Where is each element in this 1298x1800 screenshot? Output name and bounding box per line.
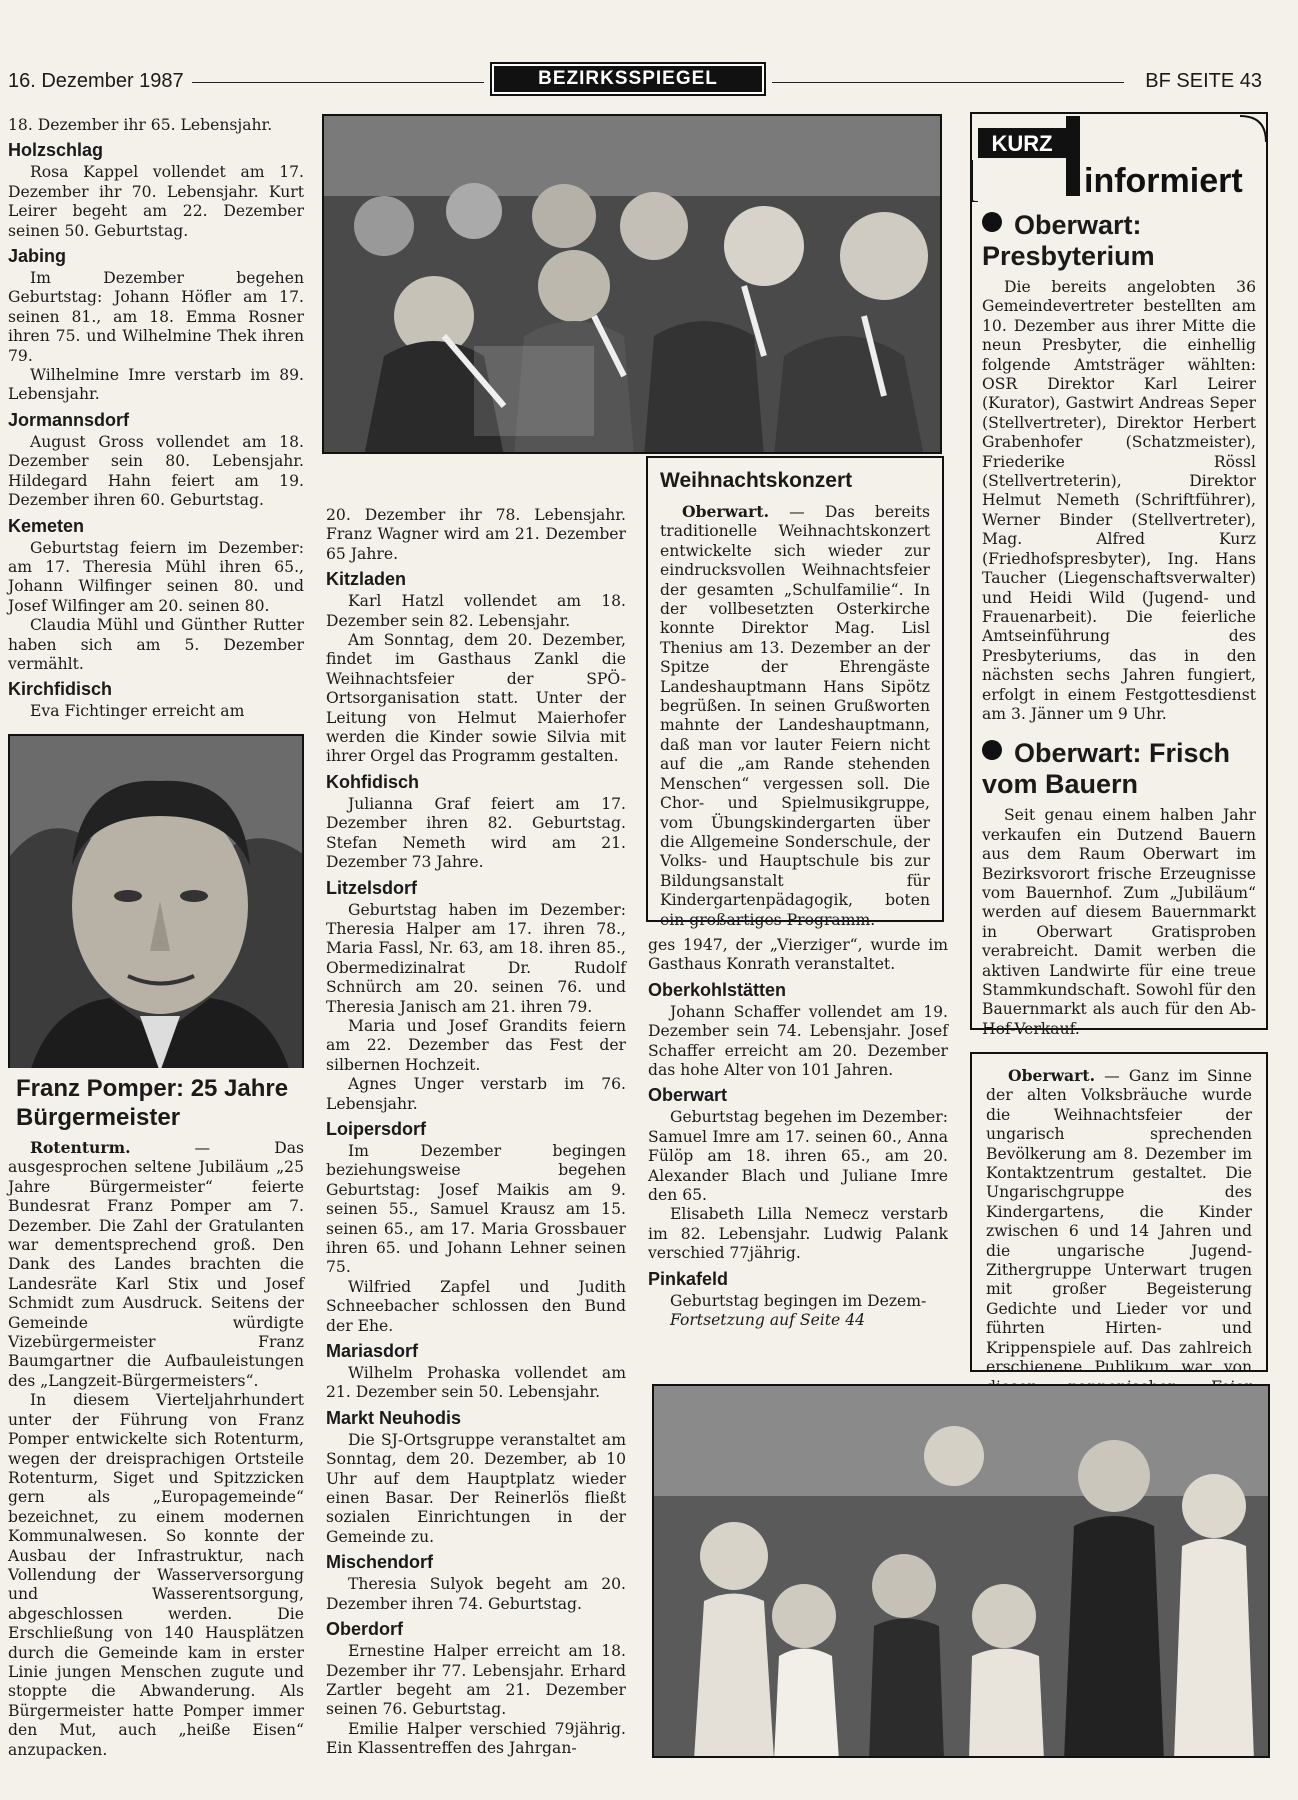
kurz-a2-headline: Oberwart: Frisch vom Bauern bbox=[982, 738, 1231, 800]
weihnachtskonzert-text: — Das bereits traditionelle Weihnachtskonzert entwickelte sich wieder zur eindrucksvollen Weihnachtsfeier der gesamten „Schulfamilie“. In der vollbesetzten Osterkirche konnte Direktor Mag. Lisl Thenius am 13. Dezember an der Spitze der Ehrengäste Landeshauptmann Hans Sipötz begrüßen. In seinen Grußworten mahnte der Landeshauptmann, daß man vor lauter Feiern nicht auf die „am Rande stehenden Menschen“ vergessen soll. Die Chor- und Spielmusikgruppe, vom Übungskindergarten über die Allgemeine Sonderschule, der Volks- und Hauptschule bis zur Bildungsanstalt für Kindergartenpädagogik, boten ein großartiges Programm. bbox=[660, 503, 930, 929]
heading-loipersdorf: Loipersdorf bbox=[326, 1118, 427, 1139]
text-litzelsdorf-3: Agnes Unger verstarb im 76. Lebensjahr. bbox=[326, 1075, 626, 1113]
text-litzelsdorf-2: Maria und Josef Grandits feiern am 22. Dezember das Fest der silbernen Hochzeit. bbox=[326, 1016, 626, 1074]
text-mariasdorf: Wilhelm Prohaska vollendet am 21. Dezember sein 50. Lebensjahr. bbox=[326, 1364, 626, 1402]
kurz-a1-headline: Oberwart: Presbyterium bbox=[982, 210, 1155, 271]
pomper-article bbox=[8, 1070, 304, 1760]
text-kirchfidisch: Eva Fichtinger erreicht am bbox=[30, 702, 245, 721]
issue-date: 16. Dezember 1987 bbox=[8, 70, 184, 92]
pomper-dateline: Rotenturm. bbox=[30, 1138, 131, 1157]
text-oberkohlstaetten: Johann Schaffer vollendet am 19. Dezember sein 74. Lebensjahr. Josef Schaffer erreicht am 20. Dezember das hohe Alter von 101 Jahren. bbox=[648, 1002, 948, 1080]
heading-oberdorf: Oberdorf bbox=[326, 1619, 404, 1640]
text-holzschlag: Rosa Kappel vollendet am 17. Dezember ihr 70. Lebensjahr. Kurt Leirer begeht am 22. Dezember seinen 50. Geburtstag. bbox=[8, 163, 304, 240]
weihnachtskonzert-body bbox=[660, 502, 930, 930]
text-kitzladen-2: Am Sonntag, dem 20. Dezember, findet im Gasthaus Zankl die Weihnachtsfeier der SPÖ-Ortsorganisation statt. Unter der Leitung von Helmut Maierhofer werden die Kinder sowie Silvia mit ihrer Orgel das Programm gestalten. bbox=[326, 631, 626, 766]
section-title: BEZIRKSSPIEGEL bbox=[494, 66, 762, 92]
heading-mariasdorf: Mariasdorf bbox=[326, 1341, 419, 1362]
weihnachtskonzert-dateline: Oberwart. bbox=[682, 502, 769, 521]
col3-intro: ges 1947, der „Vierziger“, wurde im Gasthaus Konrath veranstaltet. bbox=[648, 936, 948, 974]
photo-recorder-children bbox=[322, 114, 942, 454]
pomper-text-1: — Das ausgesprochen seltene Jubiläum „25 Jahre Bürgermeister“ feierte Bundesrat Franz Pomper am 7. Dezember. Die Zahl der Gratulanten war dementsprechend groß. Den Dank des Landes brachten die Landesräte Karl Stix und Josef Schmidt zum Ausdruck. Seitens der Gemeinde würdigte Vizebürgermeister Franz Baumgartner die Aufbauleistungen des „Langzeit-Bürgermeisters“. bbox=[8, 1139, 304, 1390]
heading-oberkohlstaetten: Oberkohlstätten bbox=[648, 979, 787, 1000]
portrait-illustration bbox=[10, 736, 304, 1070]
kurz-informiert-logo bbox=[970, 112, 1270, 202]
text-jormannsdorf: August Gross vollendet am 18. Dezember sein 80. Lebensjahr. Hildegard Hahn feiert am 19. Dezember ihren 60. Geburtstag. bbox=[8, 432, 304, 510]
heading-oberwart: Oberwart bbox=[648, 1085, 728, 1106]
page-number: BF SEITE 43 bbox=[1145, 70, 1262, 92]
kurz-logo-top: KURZ bbox=[991, 131, 1053, 156]
header-rule-left bbox=[192, 82, 484, 83]
bullet-icon bbox=[982, 212, 1002, 232]
text-kitzladen-1: Karl Hatzl vollendet am 18. Dezember sein 82. Lebensjahr. bbox=[326, 592, 626, 630]
pomper-text-2: In diesem Vierteljahrhundert unter der Führung von Franz Pomper entwickelte sich Rotenturm, wegen der dreisprachigen Ortsteile Rotenturm, Siget und Spitzzicken gern als „Europagemeinde“ bezeichnet, zu einem modernen Kommunalwesen. So konnte der Ausbau der Infrastruktur, nach Vollendung der Wasserversorgung und Wasserentsorgung, abgeschlossen werden. Die Erschließung von 140 Hausplätzen durch die Gemeinde kam in erster Linie jungen Menschen zugute und stoppte die Abwanderung. Als Bürgermeister hatte Pomper immer den Mut, auch „heiße Eisen“ anzupacken. bbox=[8, 1391, 304, 1759]
text-loipersdorf-1: Im Dezember begingen beziehungsweise begehen Geburtstag: Josef Maikis am 9. seinen 55., Samuel Krausz am 15. seinen 65., am 17. Maria Grossbauer ihren 65. und Johann Lehner seinen 75. bbox=[326, 1141, 626, 1277]
text-oberdorf-1: Ernestine Halper erreicht am 18. Dezember ihr 77. Lebensjahr. Erhard Zartler begeht am 21. Dezember seinen 76. Geburtstag. bbox=[326, 1642, 626, 1719]
recorder-photo-illustration bbox=[324, 116, 942, 454]
kurz-logo-bottom: informiert bbox=[1084, 162, 1243, 200]
header-rule-right bbox=[772, 82, 1124, 83]
text-litzelsdorf-1: Geburtstag haben im Dezember: Theresia Halper am 17. ihren 78., Maria Fassl, Nr. 63, am 18. ihren 85., Obermedizinalrat Dr. Rudolf Schnürch am 20. seinen 76. und Theresia Janisch am 21. ihren 79. bbox=[326, 900, 626, 1016]
text-mischendorf: Theresia Sulyok begeht am 20. Dezember ihren 74. Geburtstag. bbox=[326, 1575, 626, 1613]
text-kemeten-1: Geburtstag feiern im Dezember: am 17. Theresia Mühl ihren 65., Johann Wilfinger seinen 80. und Josef Wilfinger am 20. seinen 80. bbox=[8, 538, 304, 615]
photo-franz-pomper bbox=[8, 734, 304, 1070]
kurz-informiert-box bbox=[970, 112, 1268, 1038]
column-2 bbox=[326, 506, 626, 1759]
heading-mischendorf: Mischendorf bbox=[326, 1552, 434, 1573]
column-3 bbox=[648, 936, 948, 1331]
section-title-box bbox=[490, 62, 766, 96]
kurz-a1-text: Die bereits angelobten 36 Gemeindevertreter bestellten am 10. Dezember aus ihrer Mitte die neun Presbyter, die einhellig folgende Amtsträger wählten: OSR Direktor Karl Leirer (Kurator), Gastwirt Andreas Seper (Stellvertreter), Direktor Herbert Grabenhofer (Schatzmeister), Friederike Rössl (Stellvertreterin), Direktor Helmut Nemeth (Schriftführer), Werner Binder (Stellvertreter), Mag. Alfred Kurz (Friedhofspresbyter), Ing. Hans Taucher (Liegenschaftsverwalter) und Heidi Wild (Jugend- und Frauenarbeit). Die feierliche Amtseinführung des Presbyteriums, das in den nächsten sechs Jahren fungiert, erfolgt in einem Festgottesdienst am 3. Jänner um 9 Uhr. bbox=[982, 278, 1256, 723]
weihnachtskonzert-box bbox=[646, 456, 944, 929]
oberwart-box-text: — Ganz im Sinne der alten Volksbräuche wurde die Weihnachtsfeier der ungarisch sprechenden Bevölkerung am 8. Dezember im Kontaktzentrum gestaltet. Die Ungarischgruppe des Kindergartens, die Kinder zwischen 6 und 14 Jahren und die ungarische Jugend-Zithergruppe Unterwart trugen mit großer Begeisterung Gedichte und Lieder vor und führten Hirten- und Krippenspiele auf. Das zahlreich erschienene Publikum war von bbox=[986, 1067, 1252, 1377]
weihnachtskonzert-headline: Weihnachtskonzert bbox=[660, 469, 853, 492]
kurz-articles bbox=[982, 202, 1256, 1039]
text-kohfidisch: Julianna Graf feiert am 17. Dezember ihren 82. Geburtstag. Stefan Nemeth wird am 21. Dezember 73 Jahre. bbox=[326, 794, 626, 872]
heading-litzelsdorf: Litzelsdorf bbox=[326, 877, 418, 898]
kurz-a2-text: Seit genau einem halben Jahr verkaufen ein Dutzend Bauern aus dem Raum Oberwart im Bezirksvorort frische Erzeugnisse vom Bauernhof. Zum „Jubiläum“ werden auf diesem Bauernmarkt in Oberwart Gratisproben verabreicht. Damit werben die aktiven Landwirte für eine treue Stammkundschaft. Sowohl für den Bauernmarkt als auch für den Ab-Hof-Verkauf. bbox=[982, 806, 1256, 1038]
oberwart-box bbox=[970, 1052, 1268, 1377]
heading-markt-neuhodis: Markt Neuhodis bbox=[326, 1407, 462, 1428]
oberwart-box-body bbox=[986, 1066, 1252, 1416]
heading-pinkafeld: Pinkafeld bbox=[648, 1268, 729, 1289]
col2-intro: 20. Dezember ihr 78. Lebensjahr. Franz Wagner wird am 21. Dezember 65 Jahre. bbox=[326, 506, 626, 563]
heading-kitzladen: Kitzladen bbox=[326, 569, 407, 590]
photo-singing-children bbox=[652, 1384, 1270, 1758]
text-oberwart-2: Elisabeth Lilla Nemecz verstarb im 82. Lebensjahr. Ludwig Palank verschied 77jährig. bbox=[648, 1205, 948, 1263]
singing-photo-illustration bbox=[654, 1386, 1270, 1758]
text-jabing-1: Im Dezember begehen Geburtstag: Johann Höfler am 17. seinen 81., am 18. Emma Rosner ihren 75. und Wilhelmine Thek ihren 79. bbox=[8, 269, 304, 365]
pomper-headline: Franz Pomper: 25 Jahre Bürgermeister bbox=[16, 1075, 289, 1131]
heading-kohfidisch: Kohfidisch bbox=[326, 771, 419, 792]
heading-holzschlag: Holzschlag bbox=[8, 140, 104, 161]
text-oberwart-1: Geburtstag begehen im Dezember: Samuel Imre am 17. seinen 60., Anna Fülöp am 18. ihren 65., am 20. Alexander Blach und Juliane Imre den 65. bbox=[648, 1108, 948, 1205]
heading-jormannsdorf: Jormannsdorf bbox=[8, 409, 130, 430]
text-pinkafeld: Geburtstag begingen im Dezem- bbox=[670, 1291, 927, 1310]
text-loipersdorf-2: Wilfried Zapfel und Judith Schneebacher schlossen den Bund der Ehe. bbox=[326, 1277, 626, 1335]
continued-note: Fortsetzung auf Seite 44 bbox=[670, 1311, 866, 1330]
text-kemeten-2: Claudia Mühl und Günther Rutter haben sich am 5. Dezember vermählt. bbox=[8, 616, 304, 673]
col1-intro: 18. Dezember ihr 65. Lebensjahr. bbox=[8, 116, 273, 134]
text-markt-neuhodis: Die SJ-Ortsgruppe veranstaltet am Sonntag, dem 20. Dezember, ab 10 Uhr auf dem Hauptplatz wieder einen Basar. Der Reinerlös fließt sozialen Einrichtungen in der Gemeinde zu. bbox=[326, 1430, 626, 1546]
text-oberdorf-2: Emilie Halper verschied 79jährig. Ein Klassentreffen des Jahrgan- bbox=[326, 1719, 626, 1758]
heading-kirchfidisch: Kirchfidisch bbox=[8, 679, 113, 700]
bullet-icon bbox=[982, 740, 1002, 760]
heading-kemeten: Kemeten bbox=[8, 515, 85, 536]
column-1 bbox=[8, 116, 304, 722]
heading-jabing: Jabing bbox=[8, 246, 67, 267]
oberwart-box-dateline: Oberwart. bbox=[1008, 1066, 1095, 1085]
text-jabing-2: Wilhelmine Imre verstarb im 89. Lebensjahr. bbox=[8, 366, 304, 404]
